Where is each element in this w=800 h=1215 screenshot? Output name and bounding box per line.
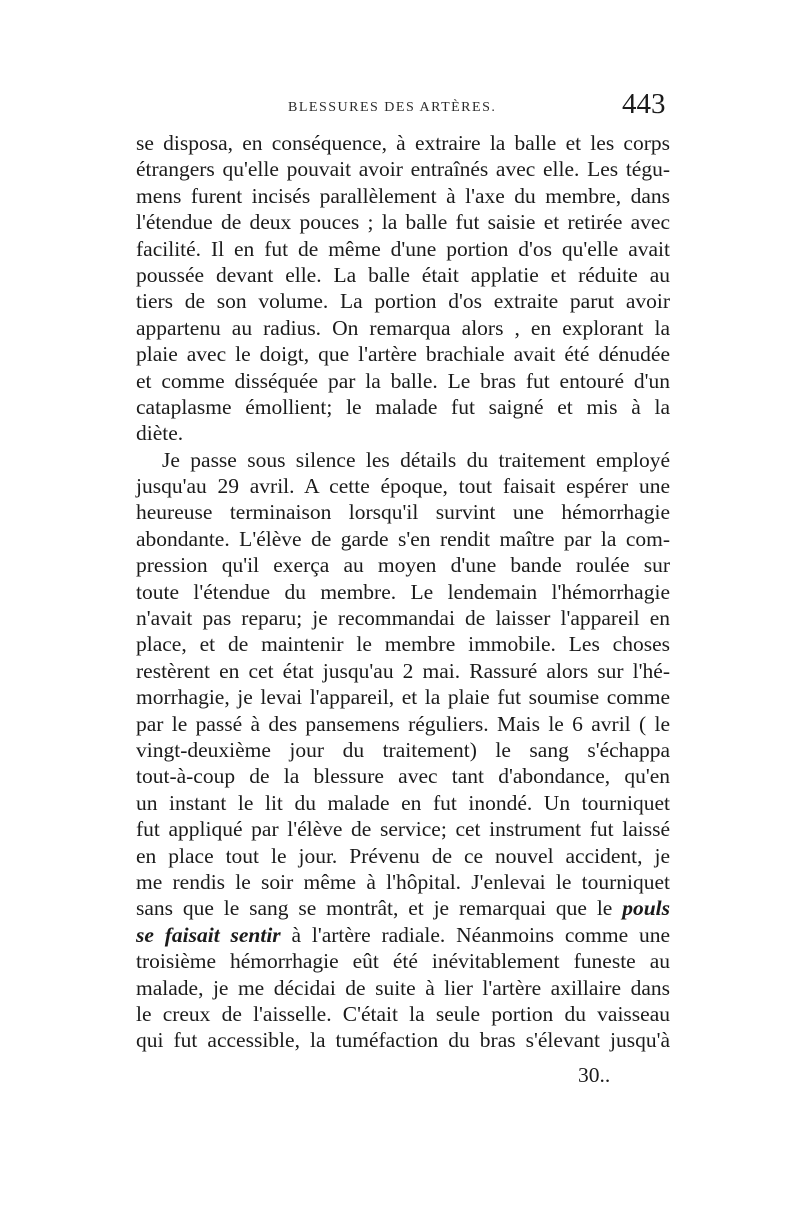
text-line: étrangers qu'elle pouvait avoir entraînés avec elle. Les tégu-	[136, 157, 670, 182]
text-line: un instant le lit du malade en fut inondé. Un tourniquet	[136, 790, 670, 815]
text-line: tiers de son volume. La portion d'os extraite parut avoir	[136, 289, 670, 314]
text-line: vingt-deuxième jour du traitement) le sang s'échappa	[136, 737, 670, 762]
text-line: restèrent en cet état jusqu'au 2 mai. Rassuré alors sur l'hé-	[136, 658, 670, 683]
text-segment: à l'artère radiale. Néanmoins comme une	[291, 922, 671, 947]
italic-term-pouls: pouls	[622, 896, 671, 921]
text-line: se disposa, en conséquence, à extraire la balle et les corps	[136, 131, 670, 155]
text-line: poussée devant elle. La balle était applatie et réduite au	[136, 262, 670, 287]
text-line: mens furent incisés parallèlement à l'axe du membre, dans	[136, 183, 670, 208]
body-text	[136, 130, 670, 1054]
text-segment: sans que le sang se montrât, et je remarquai que le	[136, 896, 613, 921]
text-line: troisième hémorrhagie eût été inévitablement funeste au	[136, 949, 670, 974]
text-line: me rendis le soir même à l'hôpital. J'enlevai le tourniquet	[136, 869, 670, 894]
text-line-with-italic	[136, 895, 670, 921]
running-head: BLESSURES DES ARTÈRES.	[288, 100, 497, 115]
text-line: en place tout le jour. Prévenu de ce nouvel accident, je	[136, 843, 670, 868]
paragraph-first-line: Je passe sous silence les détails du traitement employé	[162, 447, 670, 472]
text-line: et comme disséquée par la balle. Le bras fut entouré d'un	[136, 368, 670, 393]
text-line-with-italic	[136, 922, 670, 948]
text-line: par le passé à des pansemens réguliers. Mais le 6 avril ( le	[136, 711, 670, 736]
text-line: n'avait pas reparu; je recommandai de laisser l'appareil en	[136, 606, 670, 631]
text-line: heureuse terminaison lorsqu'il survint une hémorrhagie	[136, 500, 670, 525]
text-line: jusqu'au 29 avril. A cette époque, tout faisait espérer une	[136, 474, 670, 499]
text-line: plaie avec le doigt, que l'artère brachiale avait été dénudée	[136, 342, 670, 367]
page-number: 443	[622, 88, 666, 120]
text-line: toute l'étendue du membre. Le lendemain l'hémorrhagie	[136, 579, 670, 604]
text-line: appartenu au radius. On remarqua alors , en explorant la	[136, 315, 670, 340]
text-line: abondante. L'élève de garde s'en rendit maître par la com-	[136, 526, 670, 551]
text-line: cataplasme émollient; le malade fut saigné et mis à la	[136, 394, 670, 419]
text-line: malade, je me décidai de suite à lier l'artère axillaire dans	[136, 975, 670, 1000]
text-line: diète.	[136, 421, 184, 446]
text-line: tout-à-coup de la blessure avec tant d'abondance, qu'en	[136, 764, 670, 789]
text-line: le creux de l'aisselle. C'était la seule portion du vaisseau	[136, 1001, 670, 1026]
text-line: fut appliqué par l'élève de service; cet instrument fut laissé	[136, 817, 670, 842]
catchword: 30..	[578, 1063, 611, 1087]
text-line: pression qu'il exerça au moyen d'une bande roulée sur	[136, 553, 670, 578]
text-line: morrhagie, je levai l'appareil, et la plaie fut soumise comme	[136, 685, 670, 710]
text-line: l'étendue de deux pouces ; la balle fut saisie et retirée avec	[136, 210, 670, 235]
text-line: qui fut accessible, la tuméfaction du bras s'élevant jusqu'à	[136, 1028, 670, 1053]
italic-term-se-faisait-sentir: se faisait sentir	[136, 922, 281, 947]
text-line: place, et de maintenir le membre immobile. Les choses	[136, 632, 670, 657]
text-line: facilité. Il en fut de même d'une portion d'os qu'elle avait	[136, 236, 670, 261]
